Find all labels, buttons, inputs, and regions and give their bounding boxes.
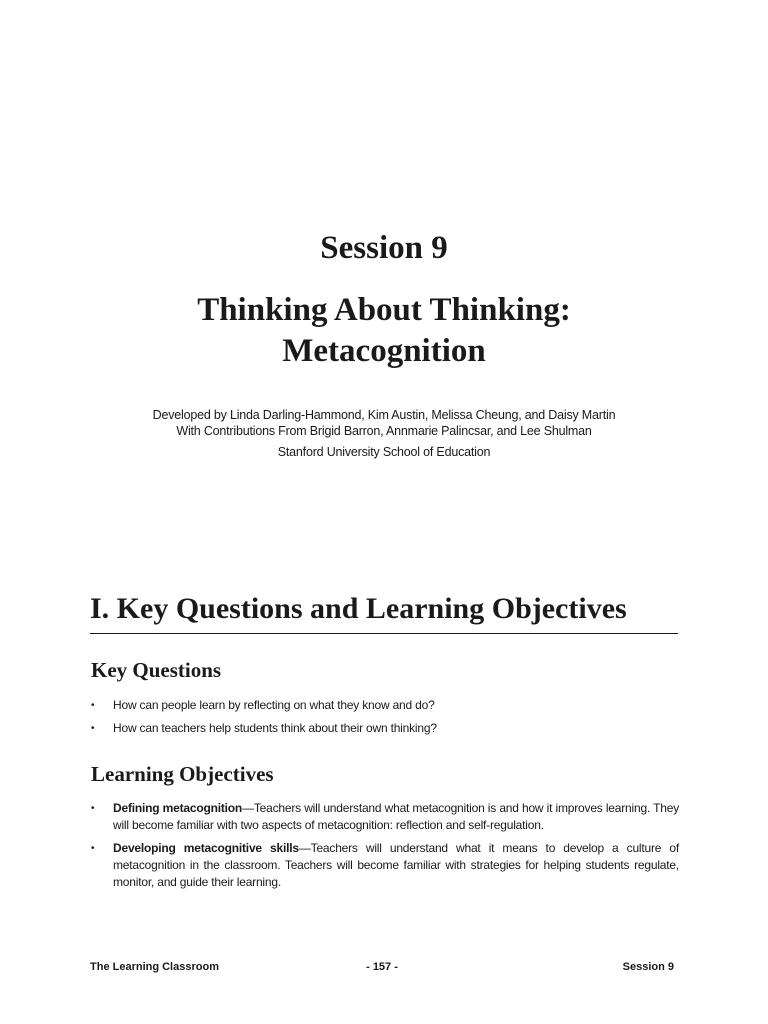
page-footer [90,960,674,974]
section-heading: I. Key Questions and Learning Objectives [90,586,678,634]
bullet-icon: • [91,803,95,814]
developed-by-line: Developed by Linda Darling-Hammond, Kim Austin, Melissa Cheung, and Daisy Martin [152,408,616,422]
objective-text: —Teachers will understand what it means to develop a culture of metacognition in the classroom. Teachers will become familiar with strategies for helping students regulate, monitor, and guide their learning. [113,841,680,889]
list-item [91,720,679,737]
list-item [91,840,679,891]
key-questions-heading: Key Questions [91,658,222,682]
session-title [0,290,768,372]
affiliation-line: Stanford University School of Education [277,445,491,459]
key-questions-list [91,697,679,743]
objective-text: —Teachers will understand what metacognition is and how it improves learning. They will become familiar with two aspects of metacognition: reflection and self-regulation. [113,801,679,832]
bullet-icon: • [91,843,95,854]
objective-term: Defining metacognition [113,801,243,815]
footer-book-title: The Learning Classroom [90,961,219,973]
contributions-line: With Contributions From Brigid Barron, Annmarie Palincsar, and Lee Shulman [176,424,592,438]
session-title-line-2: Metacognition [282,333,486,370]
bullet-icon: • [91,723,95,734]
list-item [91,800,679,834]
credits-block [0,407,768,460]
list-item [91,697,679,714]
objective-term: Developing metacognitive skills [113,841,299,855]
session-title-line-1: Thinking About Thinking: [197,292,571,329]
footer-session-label: Session 9 [622,961,674,973]
key-question-text: How can teachers help students think about their own thinking? [113,721,437,735]
key-question-text: How can people learn by reflecting on what they know and do? [113,698,435,712]
learning-objectives-heading: Learning Objectives [91,762,274,786]
session-number: Session 9 [320,230,448,267]
bullet-icon: • [91,700,95,711]
footer-page-number: - 157 - [366,961,398,973]
learning-objectives-list [91,800,679,897]
